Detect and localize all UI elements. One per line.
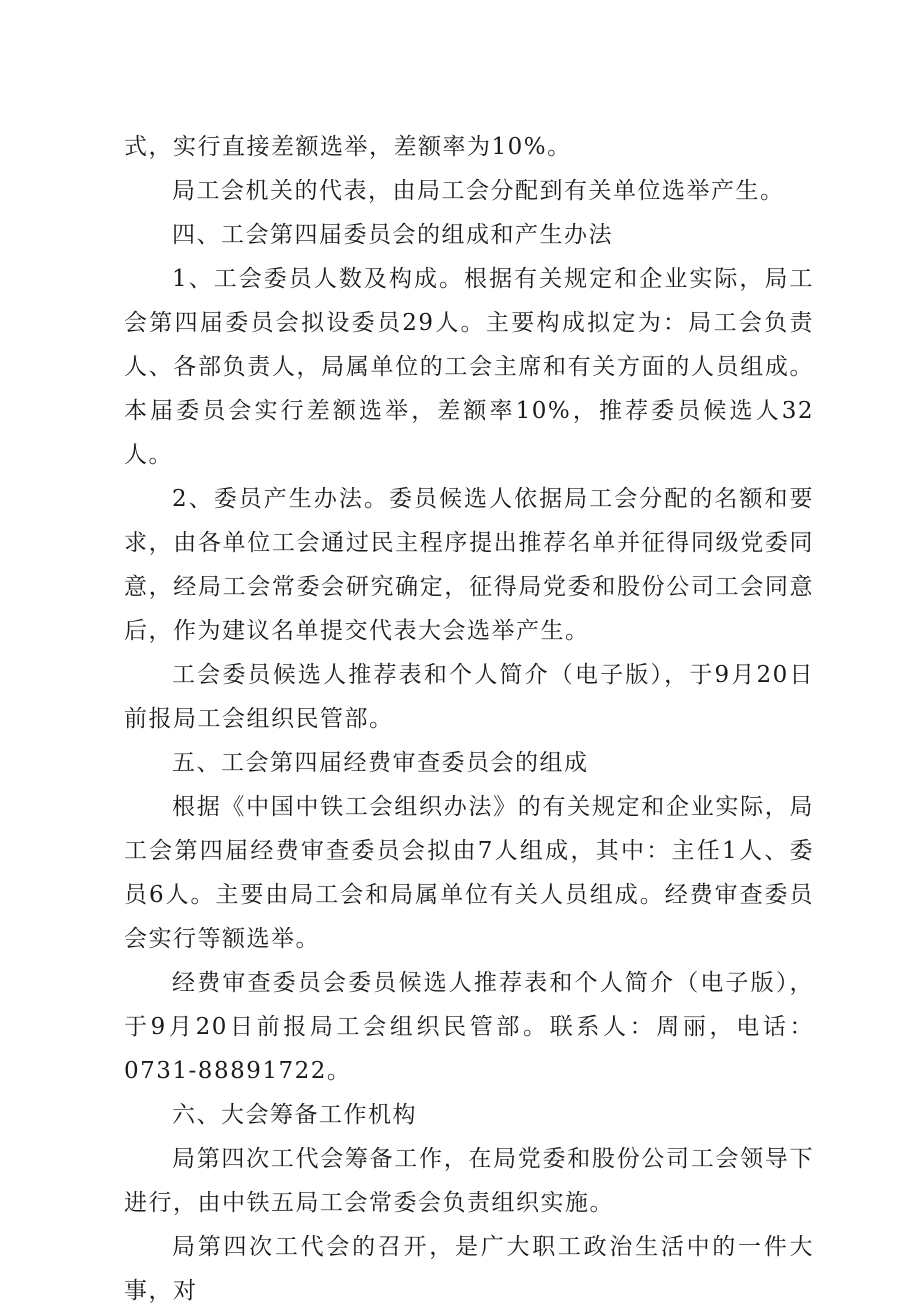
paragraph-election-method: 式，实行直接差额选举，差额率为10%。 <box>124 134 572 160</box>
section-heading-audit-committee: 五、工会第四届经费审查委员会的组成 <box>172 750 589 776</box>
section-heading-committee: 四、工会第四届委员会的组成和产生办法 <box>172 222 613 248</box>
paragraph-committee-submission: 工会委员候选人推荐表和个人简介（电子版），于9月20日前报局工会组织民管部。 <box>124 662 814 732</box>
paragraph-bureau-office-delegates: 局工会机关的代表，由局工会分配到有关单位选举产生。 <box>172 178 785 204</box>
paragraph-committee-members: 1、工会委员人数及构成。根据有关规定和企业实际，局工会第四届委员会拟设委员29人。主要构成拟定为：局工会负责人、各部负责人，局属单位的工会主席和有关方面的人员组成。本届委员会实行差额选举，差额率10%，推荐委员候选人32人。 <box>124 266 814 468</box>
paragraph-committee-election: 2、委员产生办法。委员候选人依据局工会分配的名额和要求，由各单位工会通过民主程序提出推荐名单并征得同级党委同意，经局工会常委会研究确定，征得局党委和股份公司工会同意后，作为建议名单提交代表大会选举产生。 <box>124 486 814 644</box>
document-body <box>124 125 814 1313</box>
paragraph-audit-composition: 根据《中国中铁工会组织办法》的有关规定和企业实际，局工会第四届经费审查委员会拟由7人组成，其中：主任1人、委员6人。主要由局工会和局属单位有关人员组成。经费审查委员会实行等额选举。 <box>124 794 814 952</box>
paragraph-audit-submission: 经费审查委员会委员候选人推荐表和个人简介（电子版），于9月20日前报局工会组织民管部。联系人：周丽，电话：0731-88891722。 <box>124 970 814 1084</box>
section-heading-preparation: 六、大会筹备工作机构 <box>172 1102 417 1128</box>
paragraph-preparation-work: 局第四次工代会筹备工作，在局党委和股份公司工会领导下进行，由中铁五局工会常委会负责组织实施。 <box>124 1146 814 1216</box>
paragraph-congress-significance: 局第四次工代会的召开，是广大职工政治生活中的一件大事，对 <box>124 1234 814 1304</box>
